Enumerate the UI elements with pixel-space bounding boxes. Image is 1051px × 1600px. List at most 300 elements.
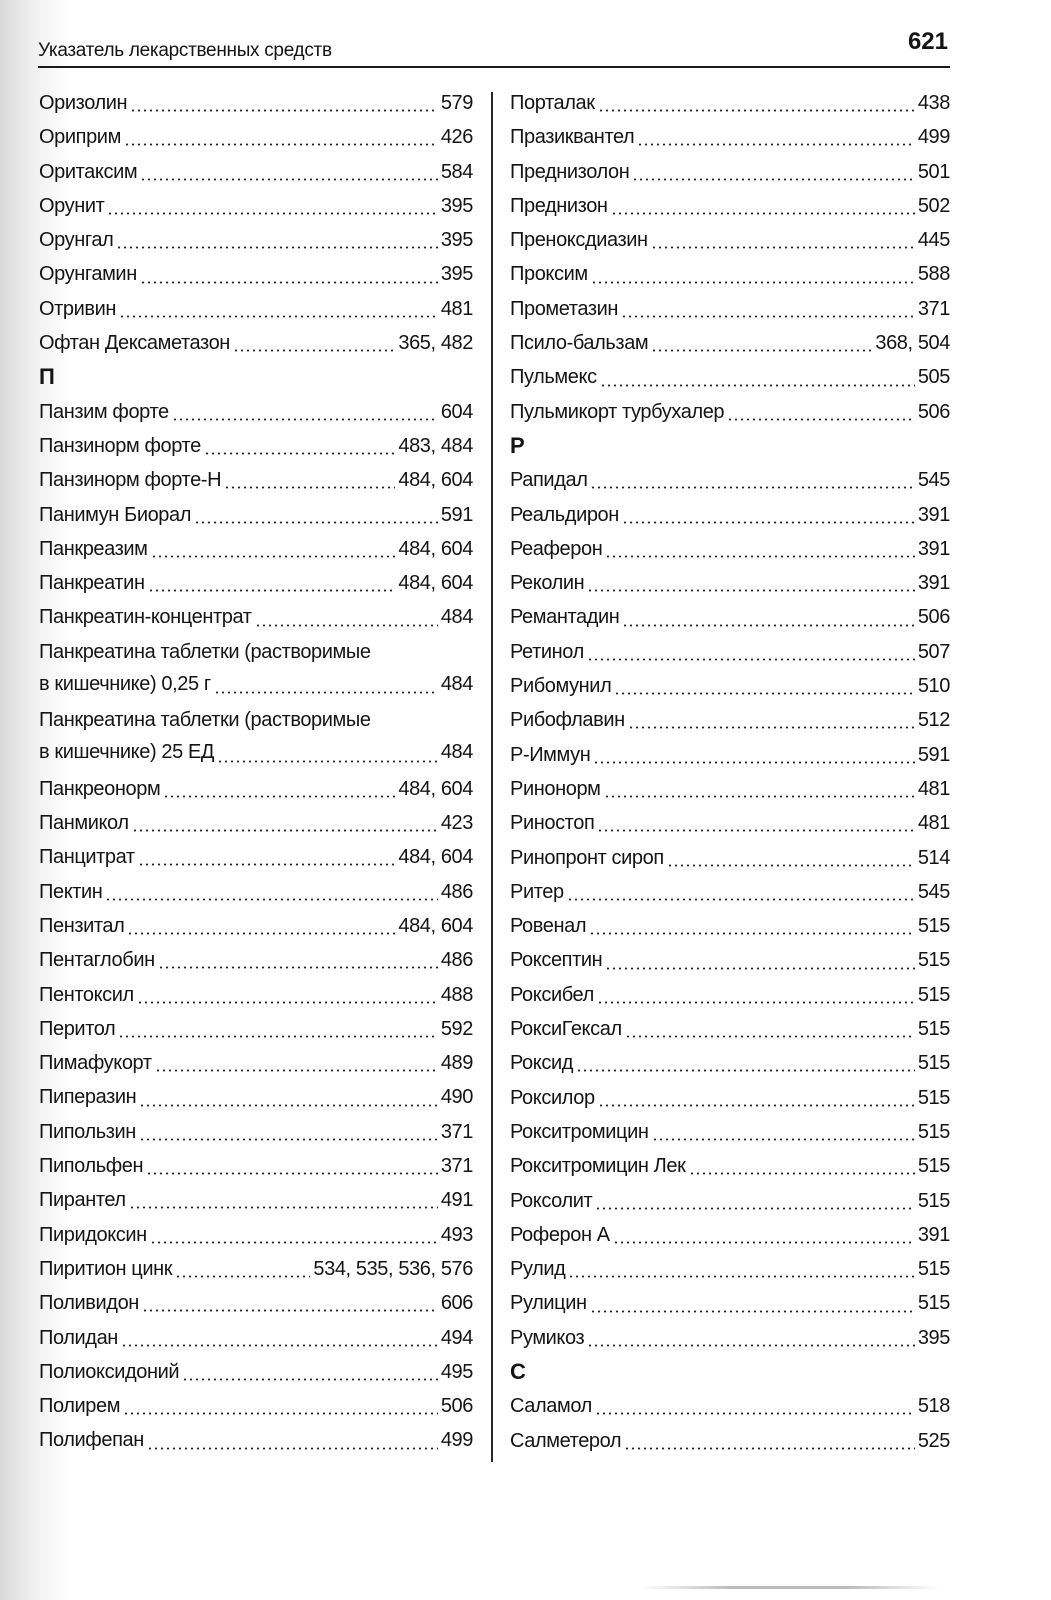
entry-pages: 518 (917, 1395, 950, 1418)
entry-pages: 490 (440, 1086, 473, 1109)
entry-name: Ретинол (510, 640, 584, 663)
leader-dots (255, 624, 438, 627)
leader-dots (155, 1069, 438, 1072)
entry-pages: 515 (917, 1189, 950, 1212)
entry-pages: 484, 604 (398, 846, 473, 869)
index-entry (510, 669, 950, 703)
entry-name: Оризолин (39, 92, 128, 114)
entry-name: Порталак (510, 92, 595, 114)
entry-name: Реаферон (510, 537, 603, 560)
entry-name: Панмикол (39, 812, 129, 835)
leader-dots (172, 418, 438, 421)
entry-pages: 481 (440, 297, 473, 320)
index-entry (39, 429, 473, 463)
leader-dots (589, 932, 915, 935)
entry-pages: 515 (917, 1018, 950, 1041)
leader-dots (632, 178, 914, 181)
index-entry (39, 840, 473, 874)
entry-pages: 606 (440, 1292, 473, 1315)
leader-dots (139, 1138, 438, 1141)
index-entry (39, 875, 473, 909)
index-entry (39, 120, 473, 154)
entry-name: Роксибел (510, 983, 594, 1006)
leader-dots (624, 1447, 915, 1450)
index-entry (510, 120, 950, 154)
index-entry (510, 1424, 950, 1458)
index-entry (39, 806, 473, 840)
entry-name: Пипольфен (39, 1155, 144, 1178)
entry-pages: 507 (917, 640, 950, 663)
index-entry (39, 1012, 473, 1046)
leader-dots (146, 1172, 438, 1175)
index-entry (510, 1321, 950, 1355)
index-entry (510, 1184, 950, 1218)
leader-dots (130, 109, 438, 112)
leader-dots (118, 1035, 438, 1038)
leader-dots (142, 1309, 438, 1312)
index-entry (510, 875, 950, 909)
entry-pages: 484, 604 (398, 572, 473, 595)
leader-dots (727, 418, 915, 421)
index-entry (39, 86, 473, 120)
entry-pages: 486 (440, 949, 473, 972)
entry-pages: 391 (917, 572, 950, 595)
entry-name: Панкреазим (39, 537, 148, 560)
leader-dots (139, 1104, 438, 1107)
leader-dots (158, 966, 438, 969)
entry-name: Пиперазин (39, 1086, 137, 1109)
index-entry (39, 703, 473, 772)
index-entry (39, 1149, 473, 1183)
entry-pages: 514 (917, 846, 950, 869)
entry-name: Псило-бальзам (510, 332, 649, 355)
entry-pages: 592 (440, 1017, 473, 1040)
leader-dots (175, 1275, 310, 1278)
entry-pages: 506 (917, 400, 950, 423)
index-entry (39, 600, 473, 634)
index-entry (510, 772, 950, 806)
index-entry (39, 1046, 473, 1080)
entry-pages: 486 (440, 880, 473, 903)
entry-pages: 484 (440, 672, 473, 695)
leader-dots (107, 212, 437, 215)
index-entry (510, 292, 950, 326)
index-entry (39, 532, 473, 566)
entry-pages: 515 (917, 1155, 950, 1178)
entry-name: Орунит (39, 194, 105, 217)
entry-name: Оритаксим (39, 160, 138, 183)
entry-name: Пимафукорт (39, 1052, 152, 1075)
index-entry (39, 635, 473, 704)
entry-name: Пульмикорт турбухалер (510, 400, 725, 423)
index-entry (510, 909, 950, 943)
entry-pages: 495 (440, 1360, 473, 1383)
index-entry (39, 395, 473, 429)
leader-dots (119, 315, 438, 318)
index-entry (510, 566, 950, 600)
entry-name: Пентоксил (39, 983, 134, 1006)
index-entry (39, 1183, 473, 1217)
index-entry (39, 1355, 473, 1389)
leader-dots (604, 795, 915, 798)
leader-dots (224, 486, 395, 489)
entry-pages: 515 (917, 1258, 950, 1281)
index-entry (510, 1046, 950, 1080)
entry-name: Преднизолон (510, 160, 630, 183)
entry-name: Пирантел (39, 1189, 126, 1212)
leader-dots (587, 1344, 915, 1347)
index-entry (39, 463, 473, 497)
leader-dots (587, 658, 915, 661)
index-entry (39, 326, 473, 360)
entry-name: Рулицин (510, 1292, 587, 1315)
entry-pages: 525 (917, 1429, 950, 1452)
entry-pages: 515 (917, 1086, 950, 1109)
index-entry (510, 738, 950, 772)
entry-pages: 423 (440, 812, 473, 835)
leader-dots (182, 1378, 438, 1381)
index-entry (39, 1115, 473, 1149)
leader-dots (129, 1206, 438, 1209)
entry-name: Рокситромицин (510, 1120, 649, 1143)
leader-dots (595, 1207, 915, 1210)
entry-name: Пиритион цинк (39, 1257, 173, 1280)
index-column-left (39, 86, 473, 1458)
index-entry (510, 1389, 950, 1423)
entry-name: Пипользин (39, 1120, 136, 1143)
entry-pages: 512 (917, 709, 950, 732)
entry-pages: 515 (917, 915, 950, 938)
entry-pages: 395 (917, 1326, 950, 1349)
entry-name: Панцитрат (39, 846, 135, 869)
index-entry (510, 223, 950, 257)
entry-name: Преднизон (510, 194, 608, 217)
leader-dots (628, 726, 915, 729)
entry-pages: 591 (917, 743, 950, 766)
index-entry (510, 360, 950, 394)
entry-name: Рибомунил (510, 675, 612, 698)
index-entry (39, 1423, 473, 1457)
entry-pages: 506 (440, 1395, 473, 1418)
index-entry (510, 1252, 950, 1286)
entry-pages: 510 (917, 675, 950, 698)
entry-pages: 579 (440, 92, 473, 114)
entry-name: Румикоз (510, 1326, 585, 1349)
index-entry (510, 326, 950, 360)
index-entry (510, 498, 950, 532)
leader-dots (667, 864, 915, 867)
entry-pages: 505 (917, 366, 950, 389)
entry-pages: 484, 604 (398, 777, 473, 800)
section-letter: С (510, 1358, 526, 1384)
entry-name: Реальдирон (510, 503, 619, 526)
entry-pages: 371 (917, 297, 950, 320)
entry-pages: 489 (440, 1052, 473, 1075)
leader-dots (567, 898, 915, 901)
leader-dots (605, 967, 915, 970)
entry-pages: 499 (440, 1429, 473, 1452)
leader-dots (598, 109, 915, 112)
entry-name: Панзим форте (39, 400, 169, 423)
index-entry (510, 806, 950, 840)
entry-name: Роксептин (510, 949, 603, 972)
index-entry (510, 395, 950, 429)
entry-name: Прометазин (510, 297, 619, 320)
index-entry (510, 600, 950, 634)
entry-pages: 499 (917, 126, 950, 149)
entry-pages: 483, 484 (398, 434, 473, 457)
leader-dots (587, 589, 914, 592)
entry-pages: 604 (440, 400, 473, 423)
leader-dots (595, 1412, 915, 1415)
entry-pages: 588 (917, 263, 950, 286)
index-entry (39, 1218, 473, 1252)
entry-pages: 481 (917, 812, 950, 835)
entry-pages: 515 (917, 1292, 950, 1315)
leader-dots (651, 246, 915, 249)
leader-dots (124, 143, 438, 146)
entry-name: Панкреатин (39, 572, 145, 595)
entry-pages: 484 (440, 741, 473, 764)
leader-dots (597, 1001, 915, 1004)
index-entry (39, 943, 473, 977)
entry-name: Ровенал (510, 915, 587, 938)
leader-dots (605, 555, 914, 558)
leader-dots (622, 521, 915, 524)
index-entry (39, 257, 473, 291)
leader-dots (148, 589, 396, 592)
entry-pages: 515 (917, 983, 950, 1006)
entry-name: Пентаглобин (39, 949, 155, 972)
index-entry (39, 155, 473, 189)
index-entry (39, 909, 473, 943)
index-entry (510, 257, 950, 291)
index-entry (510, 1149, 950, 1183)
entry-pages: 391 (917, 503, 950, 526)
entry-name-line1: Панкреатина таблетки (растворимые (39, 709, 371, 732)
entry-name: Орунгал (39, 229, 114, 252)
leader-dots (137, 1001, 438, 1004)
entry-name: Роксолит (510, 1189, 593, 1212)
entry-name: Пиридоксин (39, 1223, 147, 1246)
index-entry (39, 772, 473, 806)
index-entry (39, 1252, 473, 1286)
leader-dots (622, 624, 914, 627)
entry-name: РоксиГексал (510, 1018, 622, 1041)
entry-name: Ремантадин (510, 606, 620, 629)
entry-name: Риностоп (510, 812, 595, 835)
entry-pages: 426 (440, 126, 473, 149)
entry-name: Пензитал (39, 914, 125, 937)
entry-pages: 484, 604 (398, 537, 473, 560)
entry-name: Роксилор (510, 1086, 595, 1109)
leader-dots (147, 1447, 438, 1450)
index-entry (510, 155, 950, 189)
leader-dots (590, 486, 914, 489)
leader-dots (214, 691, 438, 694)
entry-name: Проксим (510, 263, 588, 286)
entry-pages: 365, 482 (398, 332, 473, 355)
leader-dots (637, 143, 915, 146)
leader-dots (590, 1310, 915, 1313)
entry-pages: 545 (917, 469, 950, 492)
entry-pages: 371 (440, 1155, 473, 1178)
leader-dots (576, 1069, 915, 1072)
entry-name: Перитол (39, 1017, 116, 1040)
index-entry (39, 1286, 473, 1320)
entry-name: Орунгамин (39, 263, 137, 286)
leader-dots (127, 932, 395, 935)
leader-dots (591, 281, 915, 284)
page-header (38, 22, 950, 68)
leader-dots (138, 863, 396, 866)
entry-name: Ринонорм (510, 777, 601, 800)
entry-name: Ринопронт сироп (510, 846, 664, 869)
entry-name: Роксид (510, 1052, 574, 1075)
index-entry (510, 463, 950, 497)
entry-name: Празиквантел (510, 126, 635, 149)
entry-name: Саламол (510, 1395, 592, 1418)
index-entry (510, 1286, 950, 1320)
index-entry (510, 86, 950, 120)
entry-pages: 515 (917, 1052, 950, 1075)
leader-dots (233, 349, 395, 352)
leader-dots (568, 1275, 914, 1278)
index-entry (510, 635, 950, 669)
entry-pages: 368, 504 (875, 332, 950, 355)
entry-pages: 395 (440, 194, 473, 217)
entry-name: Пектин (39, 880, 103, 903)
running-title: Указатель лекарственных средств (38, 40, 332, 61)
entry-name: Салметерол (510, 1429, 622, 1452)
leader-dots (597, 829, 914, 832)
leader-dots (614, 692, 914, 695)
entry-pages: 484 (440, 606, 473, 629)
entry-pages: 484, 604 (398, 469, 473, 492)
entry-name: Поливидон (39, 1292, 139, 1315)
leader-dots (217, 760, 438, 763)
leader-dots (621, 315, 915, 318)
index-entry (510, 841, 950, 875)
entry-pages: 445 (917, 229, 950, 252)
entry-name: Рулид (510, 1258, 566, 1281)
entry-pages: 515 (917, 1120, 950, 1143)
entry-pages: 493 (440, 1223, 473, 1246)
index-entry (39, 1080, 473, 1114)
leader-dots (140, 178, 438, 181)
leader-dots (150, 1241, 438, 1244)
leader-dots (600, 384, 915, 387)
entry-pages: 491 (440, 1189, 473, 1212)
entry-pages: 591 (440, 503, 473, 526)
column-divider (491, 92, 493, 1462)
entry-name: Ориприм (39, 126, 121, 149)
entry-pages: 494 (440, 1326, 473, 1349)
index-entry (510, 189, 950, 223)
index-entry (510, 532, 950, 566)
index-entry (510, 1115, 950, 1149)
entry-name: Панимун Биорал (39, 503, 192, 526)
index-entry (39, 189, 473, 223)
index-column-right (510, 86, 950, 1458)
entry-name: Р-Иммун (510, 743, 591, 766)
leader-dots (123, 1412, 438, 1415)
leader-dots (611, 212, 915, 215)
leader-dots (598, 1104, 915, 1107)
index-entry (39, 498, 473, 532)
entry-name: Рибофлавин (510, 709, 625, 732)
entry-pages: 391 (917, 1223, 950, 1246)
entry-pages: 371 (440, 1120, 473, 1143)
index-entry (39, 566, 473, 600)
entry-name: Отривин (39, 297, 117, 320)
index-entry (510, 978, 950, 1012)
index-entry (39, 223, 473, 257)
leader-dots (163, 795, 395, 798)
leader-dots (625, 1035, 915, 1038)
leader-dots (194, 521, 438, 524)
entry-name-line1: Панкреатина таблетки (растворимые (39, 640, 371, 663)
leader-dots (651, 349, 872, 352)
entry-pages: 481 (917, 777, 950, 800)
entry-name: Полиоксидоний (39, 1360, 180, 1383)
entry-name: Панзинорм форте-Н (39, 469, 222, 492)
entry-pages: 506 (917, 606, 950, 629)
entry-name-line2: в кишечнике) 25 ЕД (39, 741, 215, 764)
leader-dots (116, 246, 437, 249)
index-entry (510, 703, 950, 737)
entry-pages: 438 (917, 92, 950, 114)
entry-name: Рокситромицин Лек (510, 1155, 686, 1178)
leader-dots (613, 1241, 915, 1244)
section-letter: Р (510, 432, 525, 458)
leader-dots (151, 555, 396, 558)
entry-pages: 501 (917, 160, 950, 183)
entry-pages: 488 (440, 983, 473, 1006)
leader-dots (689, 1172, 915, 1175)
scan-edge-line (640, 1586, 940, 1589)
entry-pages: 502 (917, 194, 950, 217)
index-entry (39, 1321, 473, 1355)
entry-name: Панкреонорм (39, 777, 161, 800)
leader-dots (105, 898, 437, 901)
leader-dots (652, 1138, 915, 1141)
entry-name: Панкреатин-концентрат (39, 606, 252, 629)
leader-dots (204, 452, 396, 455)
index-entry (510, 1218, 950, 1252)
entry-name: Полидан (39, 1326, 118, 1349)
entry-name: Полирем (39, 1395, 121, 1418)
entry-name-line2: в кишечнике) 0,25 г (39, 672, 211, 695)
section-letter: П (39, 364, 55, 390)
index-entry (39, 292, 473, 326)
entry-name: Пульмекс (510, 366, 597, 389)
entry-pages: 534, 535, 536, 576 (313, 1257, 473, 1280)
entry-name: Ритер (510, 880, 564, 903)
entry-pages: 584 (440, 160, 473, 183)
entry-pages: 395 (440, 229, 473, 252)
entry-name: Рапидал (510, 469, 588, 492)
entry-name: Панзинорм форте (39, 434, 201, 457)
entry-pages: 395 (440, 263, 473, 286)
index-entry (39, 978, 473, 1012)
entry-name: Реколин (510, 572, 585, 595)
entry-name: Роферон А (510, 1223, 610, 1246)
entry-pages: 515 (917, 949, 950, 972)
index-entry (39, 1389, 473, 1423)
index-entry (510, 943, 950, 977)
entry-name: Полифепан (39, 1429, 144, 1452)
